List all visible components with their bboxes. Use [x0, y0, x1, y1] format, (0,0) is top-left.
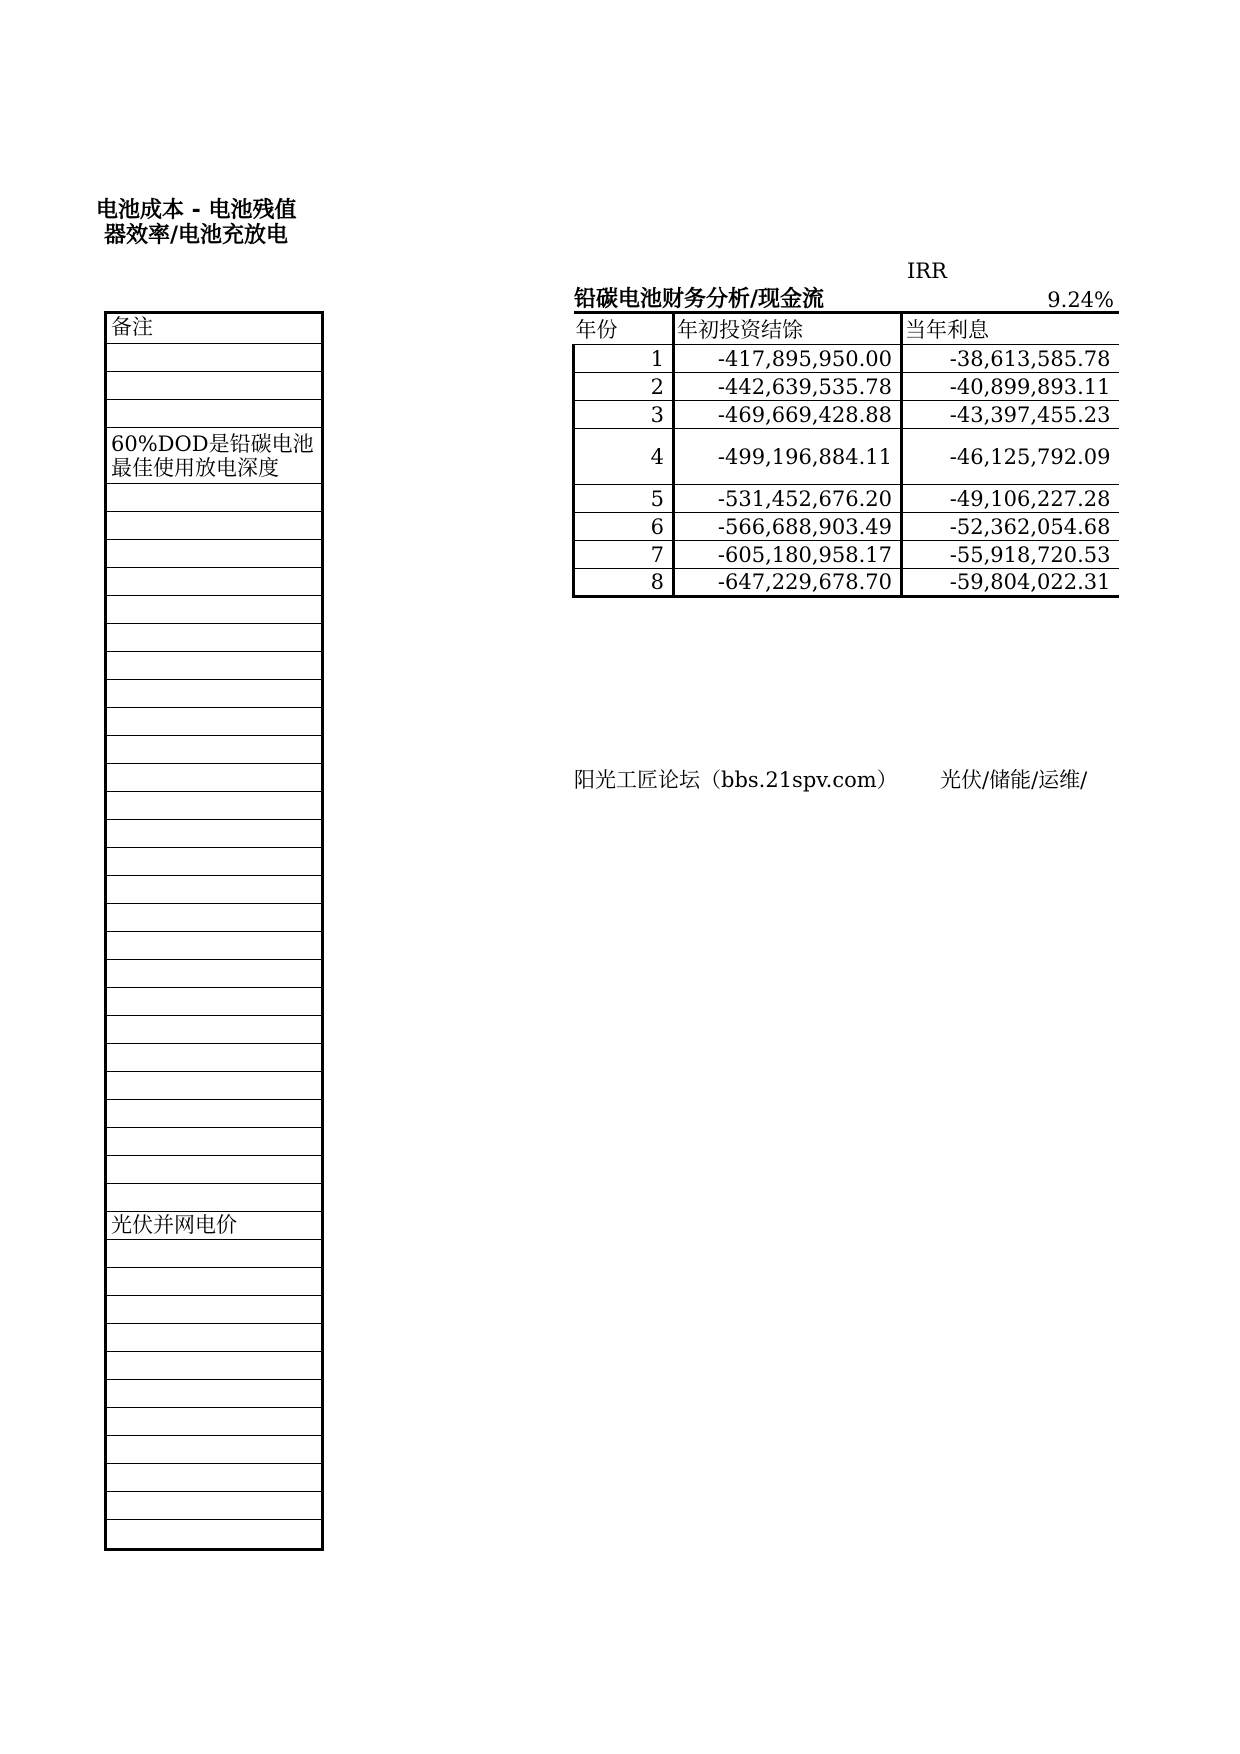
remark-cell — [107, 1128, 321, 1156]
remark-cell — [107, 1492, 321, 1520]
interest-cell: -43,397,455.23 — [902, 401, 1119, 429]
finance-table — [572, 311, 1117, 598]
remark-cell — [107, 400, 321, 428]
remark-cell — [107, 820, 321, 848]
col-header-interest: 当年利息 — [902, 313, 1119, 345]
balance-cell: -499,196,884.11 — [674, 429, 902, 485]
finance-title: 铅碳电池财务分析/现金流 — [574, 287, 825, 312]
table-row — [574, 345, 1119, 373]
remarks-header: 备注 — [107, 314, 321, 344]
forum-link[interactable]: 阳光工匠论坛（bbs.21spv.com） — [574, 768, 898, 792]
remark-cell — [107, 1352, 321, 1380]
remark-cell — [107, 1240, 321, 1268]
year-cell: 6 — [574, 513, 674, 541]
interest-cell: -52,362,054.68 — [902, 513, 1119, 541]
interest-cell: -38,613,585.78 — [902, 345, 1119, 373]
remark-cell — [107, 680, 321, 708]
irr-label: IRR — [907, 259, 947, 283]
col-header-year: 年份 — [574, 313, 674, 345]
table-row — [574, 541, 1119, 569]
balance-cell: -531,452,676.20 — [674, 485, 902, 513]
year-cell: 5 — [574, 485, 674, 513]
remark-cell — [107, 1408, 321, 1436]
remark-cell — [107, 540, 321, 568]
remark-cell — [107, 1184, 321, 1212]
balance-cell: -566,688,903.49 — [674, 513, 902, 541]
remark-cell — [107, 988, 321, 1016]
header-line-2: 器效率/电池充放电 — [104, 223, 289, 248]
remark-cell — [107, 1436, 321, 1464]
remark-cell — [107, 652, 321, 680]
year-cell: 2 — [574, 373, 674, 401]
remark-cell — [107, 848, 321, 876]
remark-dod-note: 60%DOD是铅碳电池最佳使用放电深度 — [107, 428, 321, 484]
remark-cell — [107, 1044, 321, 1072]
interest-cell: -40,899,893.11 — [902, 373, 1119, 401]
table-row — [574, 373, 1119, 401]
remark-cell — [107, 568, 321, 596]
remark-cell — [107, 1464, 321, 1492]
remark-cell — [107, 708, 321, 736]
year-cell: 8 — [574, 569, 674, 597]
remarks-column — [104, 311, 324, 1551]
balance-cell: -469,669,428.88 — [674, 401, 902, 429]
remark-cell — [107, 484, 321, 512]
table-row — [574, 485, 1119, 513]
balance-cell: -605,180,958.17 — [674, 541, 902, 569]
interest-cell: -46,125,792.09 — [902, 429, 1119, 485]
table-row — [574, 401, 1119, 429]
remark-cell — [107, 1380, 321, 1408]
year-cell: 1 — [574, 345, 674, 373]
interest-cell: -59,804,022.31 — [902, 569, 1119, 597]
remark-cell — [107, 512, 321, 540]
remark-cell — [107, 960, 321, 988]
table-row — [574, 429, 1119, 485]
remark-cell — [107, 596, 321, 624]
remark-cell — [107, 876, 321, 904]
remark-cell — [107, 792, 321, 820]
remark-cell — [107, 1100, 321, 1128]
remark-cell — [107, 1296, 321, 1324]
remark-cell — [107, 344, 321, 372]
interest-cell: -49,106,227.28 — [902, 485, 1119, 513]
irr-value: 9.24% — [1047, 288, 1114, 312]
remark-cell — [107, 764, 321, 792]
remark-cell — [107, 1156, 321, 1184]
finance-header-row — [574, 313, 1119, 345]
year-cell: 7 — [574, 541, 674, 569]
remark-cell — [107, 932, 321, 960]
remark-cell — [107, 372, 321, 400]
remark-cell — [107, 736, 321, 764]
table-row — [574, 513, 1119, 541]
remark-price-note: 光伏并网电价 — [107, 1212, 321, 1240]
year-cell: 4 — [574, 429, 674, 485]
interest-cell: -55,918,720.53 — [902, 541, 1119, 569]
balance-cell: -442,639,535.78 — [674, 373, 902, 401]
balance-cell: -417,895,950.00 — [674, 345, 902, 373]
remark-cell — [107, 1268, 321, 1296]
remark-cell — [107, 1520, 321, 1548]
remark-cell — [107, 1016, 321, 1044]
forum-tags: 光伏/储能/运维/ — [940, 768, 1088, 792]
remark-cell — [107, 1324, 321, 1352]
year-cell: 3 — [574, 401, 674, 429]
remark-cell — [107, 1072, 321, 1100]
table-row — [574, 569, 1119, 597]
header-line-1: 电池成本 - 电池残值 — [96, 198, 297, 223]
col-header-balance: 年初投资结馀 — [674, 313, 902, 345]
remark-cell — [107, 624, 321, 652]
balance-cell: -647,229,678.70 — [674, 569, 902, 597]
remark-cell — [107, 904, 321, 932]
